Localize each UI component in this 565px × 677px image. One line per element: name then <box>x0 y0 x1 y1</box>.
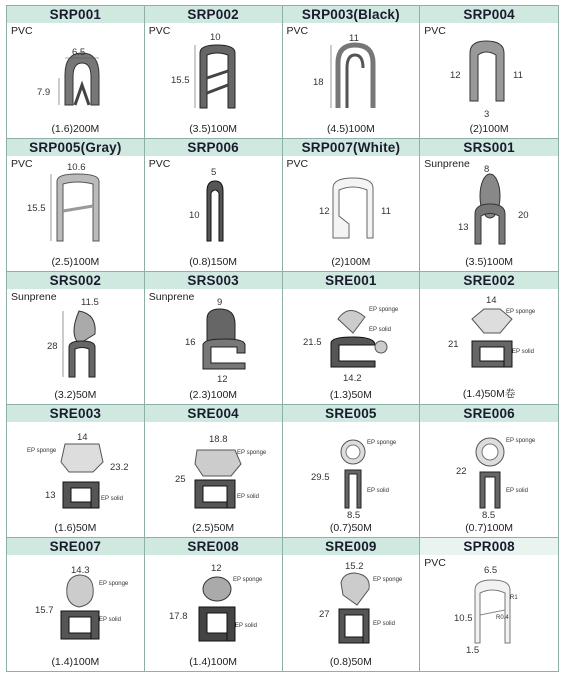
profile-drawing <box>420 289 558 387</box>
product-cell-sre003 <box>7 405 145 538</box>
product-grid <box>6 5 559 672</box>
dim-height-inner: 11 <box>513 70 524 81</box>
dim-width: 15.2 <box>344 561 363 572</box>
profile-drawing <box>283 289 421 387</box>
label-ep-sponge: EP sponge <box>506 309 536 315</box>
product-code: SRE006 <box>420 405 558 422</box>
product-code: SRE007 <box>7 538 144 555</box>
dim-height: 12 <box>318 206 330 217</box>
label-ep-solid: EP solid <box>372 621 395 627</box>
dim-width: 14 <box>77 432 88 443</box>
dim-height: 13 <box>458 222 469 233</box>
product-code: SRE003 <box>7 405 144 422</box>
dim-height-inner: 11 <box>380 206 391 217</box>
dim-height: 22 <box>456 466 467 477</box>
spec-caption: (2)100M <box>469 123 509 135</box>
product-code: SRS003 <box>145 272 282 289</box>
material-label: PVC <box>286 25 309 37</box>
product-cell-srp007 <box>283 139 421 272</box>
product-cell-srs001 <box>420 139 558 272</box>
dim-width: 14.3 <box>71 565 90 576</box>
dim-height: 15.5 <box>170 75 190 86</box>
profile-drawing <box>283 156 421 254</box>
material-label: PVC <box>11 25 33 37</box>
label-ep-solid: EP solid <box>366 488 389 494</box>
spec-caption: (1.3)50M <box>329 389 372 401</box>
material-label: PVC <box>424 557 446 569</box>
profile-drawing <box>145 289 283 387</box>
label-ep-solid: EP solid <box>368 327 391 333</box>
material-label: PVC <box>424 25 446 37</box>
material-label: PVC <box>148 158 171 170</box>
product-code: SRP001 <box>7 6 144 23</box>
product-cell-srs002 <box>7 272 145 405</box>
material-label: PVC <box>148 25 171 37</box>
dim-thickness: 1.5 <box>466 645 480 653</box>
spec-caption: (1.4)100M <box>51 656 100 668</box>
spec-caption: (1.6)200M <box>51 123 100 135</box>
product-cell-sre009 <box>283 538 421 671</box>
label-ep-solid: EP solid <box>236 494 259 500</box>
profile-drawing <box>420 23 558 121</box>
dim-width: 11 <box>348 33 359 44</box>
product-code: SRE001 <box>283 272 420 289</box>
dim-height: 25 <box>174 474 186 485</box>
product-cell-srp001 <box>7 6 145 139</box>
dim-height: 15.7 <box>35 605 54 616</box>
dim-height: 7.9 <box>37 87 51 98</box>
product-cell-sre005 <box>283 405 421 538</box>
product-code: SRP004 <box>420 6 558 23</box>
product-code: SRS001 <box>420 139 558 156</box>
spec-caption: (1.4)100M <box>189 656 238 668</box>
product-cell-sre006 <box>420 405 558 538</box>
label-ep-sponge: EP sponge <box>506 438 536 444</box>
dim-height: 10.5 <box>454 613 473 624</box>
dim-base-height: 13 <box>45 490 56 501</box>
dim-height: 16 <box>184 337 196 348</box>
profile-drawing <box>7 422 145 520</box>
label-ep-sponge: EP sponge <box>99 581 129 587</box>
label-ep-sponge: EP sponge <box>27 448 57 454</box>
dim-radius-inner: R0.4 <box>496 615 509 621</box>
dim-width: 6.5 <box>484 565 498 576</box>
dim-width: 18.8 <box>208 434 228 445</box>
dim-width: 6.5 <box>72 47 86 58</box>
profile-drawing <box>420 156 558 254</box>
label-ep-sponge: EP sponge <box>236 450 266 456</box>
product-cell-srp004 <box>420 6 558 139</box>
spec-caption: (4.5)100M <box>326 123 375 135</box>
dim-base: 8.5 <box>346 510 360 520</box>
product-code: SRE002 <box>420 272 558 289</box>
profile-drawing <box>420 555 558 653</box>
dim-base: 12 <box>216 374 228 385</box>
dim-radius: R1 <box>510 595 518 601</box>
dim-width: 5 <box>210 167 217 178</box>
dim-width: 10.6 <box>67 162 86 173</box>
product-cell-srp006 <box>145 139 283 272</box>
spec-caption: (3.5)100M <box>189 123 238 135</box>
product-code: SRP003(Black) <box>283 6 420 23</box>
dim-width: 9 <box>216 297 223 308</box>
spec-caption: (0.8)50M <box>329 656 372 668</box>
dim-width: 12 <box>210 563 222 574</box>
dim-height: 21 <box>448 339 459 350</box>
product-code: SRP005(Gray) <box>7 139 144 156</box>
product-code: SRP002 <box>145 6 282 23</box>
spec-caption: (3.2)50M <box>54 389 97 401</box>
product-code: SRP006 <box>145 139 282 156</box>
profile-drawing <box>283 555 421 653</box>
spec-caption: (3.5)100M <box>465 256 514 268</box>
label-ep-sponge: EP sponge <box>232 577 262 583</box>
material-label: PVC <box>286 158 309 170</box>
spec-caption: (0.8)150M <box>189 256 238 268</box>
dim-height-total: 20 <box>518 210 529 221</box>
product-cell-srp003 <box>283 6 421 139</box>
dim-base: 8.5 <box>482 510 496 520</box>
product-cell-srp005 <box>7 139 145 272</box>
dim-height: 15.5 <box>27 203 46 214</box>
product-code: SRS002 <box>7 272 144 289</box>
dim-width: 14 <box>486 295 497 306</box>
dim-height: 23.2 <box>110 462 129 473</box>
profile-drawing <box>145 156 283 254</box>
material-label: PVC <box>11 158 33 170</box>
spec-caption: (2.3)100M <box>189 389 238 401</box>
dim-width: 8 <box>484 164 490 175</box>
spec-caption: (1.6)50M <box>54 522 97 534</box>
dim-width: 11.5 <box>81 297 99 308</box>
profile-drawing <box>7 289 145 387</box>
profile-drawing <box>7 23 145 121</box>
label-ep-sponge: EP sponge <box>372 577 402 583</box>
label-ep-solid: EP solid <box>101 496 123 502</box>
material-label: Sunprene <box>11 291 57 303</box>
label-ep-sponge: EP sponge <box>366 440 396 446</box>
dim-height: 27 <box>318 609 330 620</box>
material-label: Sunprene <box>424 158 470 170</box>
spec-caption: (2.5)100M <box>51 256 100 268</box>
dim-height: 29.5 <box>310 472 329 483</box>
product-cell-sre008 <box>145 538 283 671</box>
material-label: Sunprene <box>148 291 195 303</box>
product-code: SRE008 <box>145 538 282 555</box>
label-ep-solid: EP solid <box>99 617 121 623</box>
product-code: SRE004 <box>145 405 282 422</box>
dim-height: 18 <box>312 77 324 88</box>
product-code: SRE005 <box>283 405 420 422</box>
dim-base: 14.2 <box>342 373 361 384</box>
product-cell-srp002 <box>145 6 283 139</box>
dim-width: 10 <box>209 32 221 43</box>
spec-caption: (2)100M <box>331 256 371 268</box>
product-cell-sre001 <box>283 272 421 405</box>
label-ep-solid: EP solid <box>512 349 535 355</box>
profile-drawing <box>420 422 558 520</box>
profile-drawing <box>283 23 421 121</box>
dim-height: 21.5 <box>302 337 321 348</box>
product-cell-sre007 <box>7 538 145 671</box>
profile-drawing <box>145 422 283 520</box>
spec-caption: (0.7)50M <box>329 522 372 534</box>
profile-drawing <box>145 555 283 653</box>
product-code: SPR008 <box>420 538 558 555</box>
profile-drawing <box>7 555 145 653</box>
profile-drawing <box>145 23 283 121</box>
label-ep-solid: EP solid <box>506 488 529 494</box>
dim-gap: 3 <box>484 109 490 120</box>
spec-caption: (0.7)100M <box>465 522 514 534</box>
product-cell-srs003 <box>145 272 283 405</box>
label-ep-solid: EP solid <box>234 623 257 629</box>
dim-height: 28 <box>47 341 58 352</box>
product-cell-sre002 <box>420 272 558 405</box>
product-code: SRE009 <box>283 538 420 555</box>
dim-height: 12 <box>450 70 461 81</box>
dim-height: 17.8 <box>168 611 188 622</box>
product-cell-spr008 <box>420 538 558 671</box>
dim-height: 10 <box>188 210 200 221</box>
spec-caption: (2.5)50M <box>192 522 235 534</box>
product-code: SRP007(White) <box>283 139 420 156</box>
label-ep-sponge: EP sponge <box>368 307 398 313</box>
profile-drawing <box>283 422 421 520</box>
product-cell-sre004 <box>145 405 283 538</box>
profile-drawing <box>7 156 145 254</box>
spec-caption: (1.4)50M卷 <box>462 388 516 400</box>
